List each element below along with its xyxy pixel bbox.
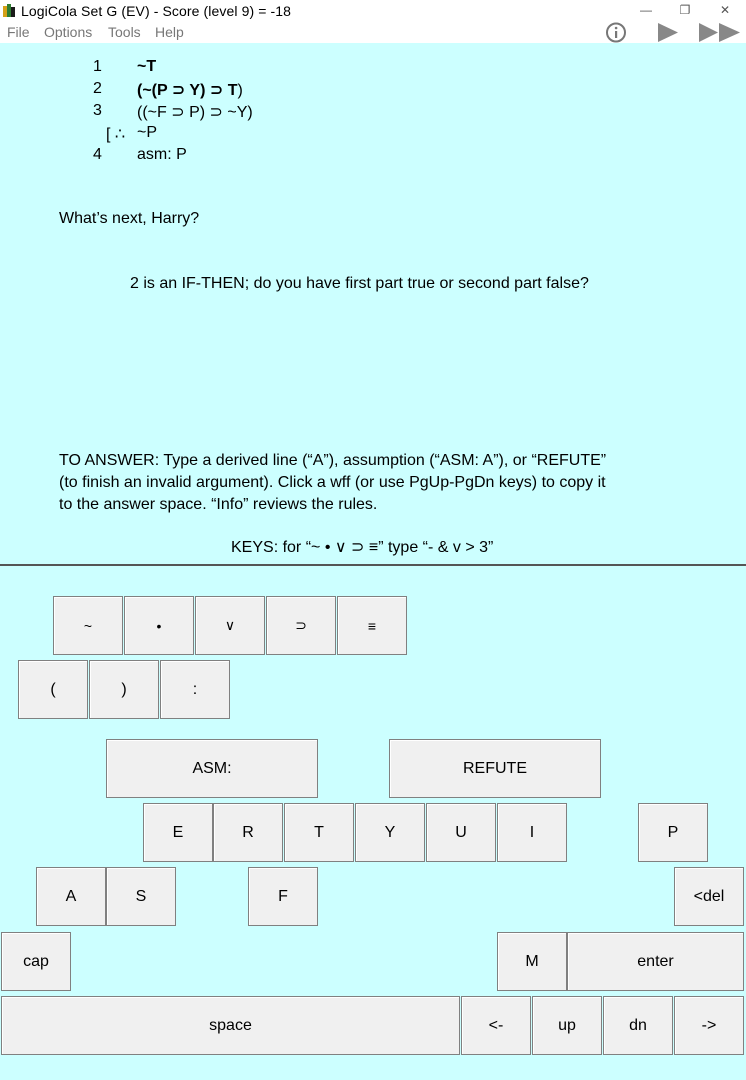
keys-hint: KEYS: for “~ • ∨ ⊃ ≡” type “- & v > 3” (231, 539, 494, 556)
menu-bar (0, 22, 746, 43)
key-u[interactable]: U (426, 803, 496, 862)
divider (0, 564, 746, 566)
menu-tools[interactable]: Tools (108, 24, 141, 40)
wff[interactable]: (~(P ⊃ Y) ⊃ T) (137, 82, 243, 99)
line-number: 1 (93, 58, 102, 75)
key-r[interactable]: R (213, 803, 283, 862)
key-t[interactable]: T (284, 803, 354, 862)
conclusion-marker: [ ∴ (106, 126, 126, 143)
menu-help[interactable]: Help (155, 24, 184, 40)
key-right-paren[interactable]: ) (89, 660, 159, 719)
key-p[interactable]: P (638, 803, 708, 862)
play-icon[interactable] (656, 22, 680, 43)
key-dot[interactable]: • (124, 596, 194, 655)
prompt-text: What’s next, Harry? (59, 210, 200, 227)
menu-options[interactable]: Options (44, 24, 93, 40)
key-arrow-right[interactable]: -> (674, 996, 744, 1055)
info-icon[interactable] (604, 22, 628, 43)
minimize-button[interactable]: — (640, 3, 652, 17)
key-e[interactable]: E (143, 803, 213, 862)
problem-area (0, 43, 746, 564)
asm-button[interactable]: ASM: (106, 739, 318, 798)
key-space[interactable]: space (1, 996, 460, 1055)
key-s[interactable]: S (106, 867, 176, 926)
line-number: 4 (93, 146, 102, 163)
key-y[interactable]: Y (355, 803, 425, 862)
key-tilde[interactable]: ~ (53, 596, 123, 655)
fast-forward-icon[interactable] (698, 22, 742, 43)
key-i[interactable]: I (497, 803, 567, 862)
line-number: 2 (93, 80, 102, 97)
key-f[interactable]: F (248, 867, 318, 926)
key-vel[interactable]: ∨ (195, 596, 265, 655)
wff[interactable]: asm: P (137, 146, 187, 163)
key-cap[interactable]: cap (1, 932, 71, 991)
title-bar (0, 0, 746, 22)
refute-button[interactable]: REFUTE (389, 739, 601, 798)
key-horseshoe[interactable]: ⊃ (266, 596, 336, 655)
key-triple-bar[interactable]: ≡ (337, 596, 407, 655)
key-m[interactable]: M (497, 932, 567, 991)
wff[interactable]: ~P (137, 124, 158, 141)
line-number: 3 (93, 102, 102, 119)
wff[interactable]: ~T (137, 58, 157, 75)
app-logo-icon (3, 4, 16, 18)
wff[interactable]: ((~F ⊃ P) ⊃ ~Y) (137, 104, 253, 121)
restore-button[interactable]: ❐ (679, 3, 691, 17)
key-colon[interactable]: : (160, 660, 230, 719)
key-enter[interactable]: enter (567, 932, 744, 991)
hint-text: 2 is an IF-THEN; do you have first part true or second part false? (130, 275, 589, 292)
key-a[interactable]: A (36, 867, 106, 926)
answer-instructions: TO ANSWER: Type a derived line (“A”), assumption (“ASM: A”), or “REFUTE” (to finish an invalid argument). Click a wff (or use PgUp-PgDn keys) to copy it to the answer space. “Info” reviews the rules. (59, 452, 607, 513)
key-left-paren[interactable]: ( (18, 660, 88, 719)
key-delete[interactable]: <del (674, 867, 744, 926)
close-button[interactable]: ✕ (719, 3, 731, 17)
key-down[interactable]: dn (603, 996, 673, 1055)
key-up[interactable]: up (532, 996, 602, 1055)
window-title: LogiCola Set G (EV) - Score (level 9) = -18 (21, 3, 292, 19)
menu-file[interactable]: File (7, 24, 30, 40)
key-arrow-left[interactable]: <- (461, 996, 531, 1055)
